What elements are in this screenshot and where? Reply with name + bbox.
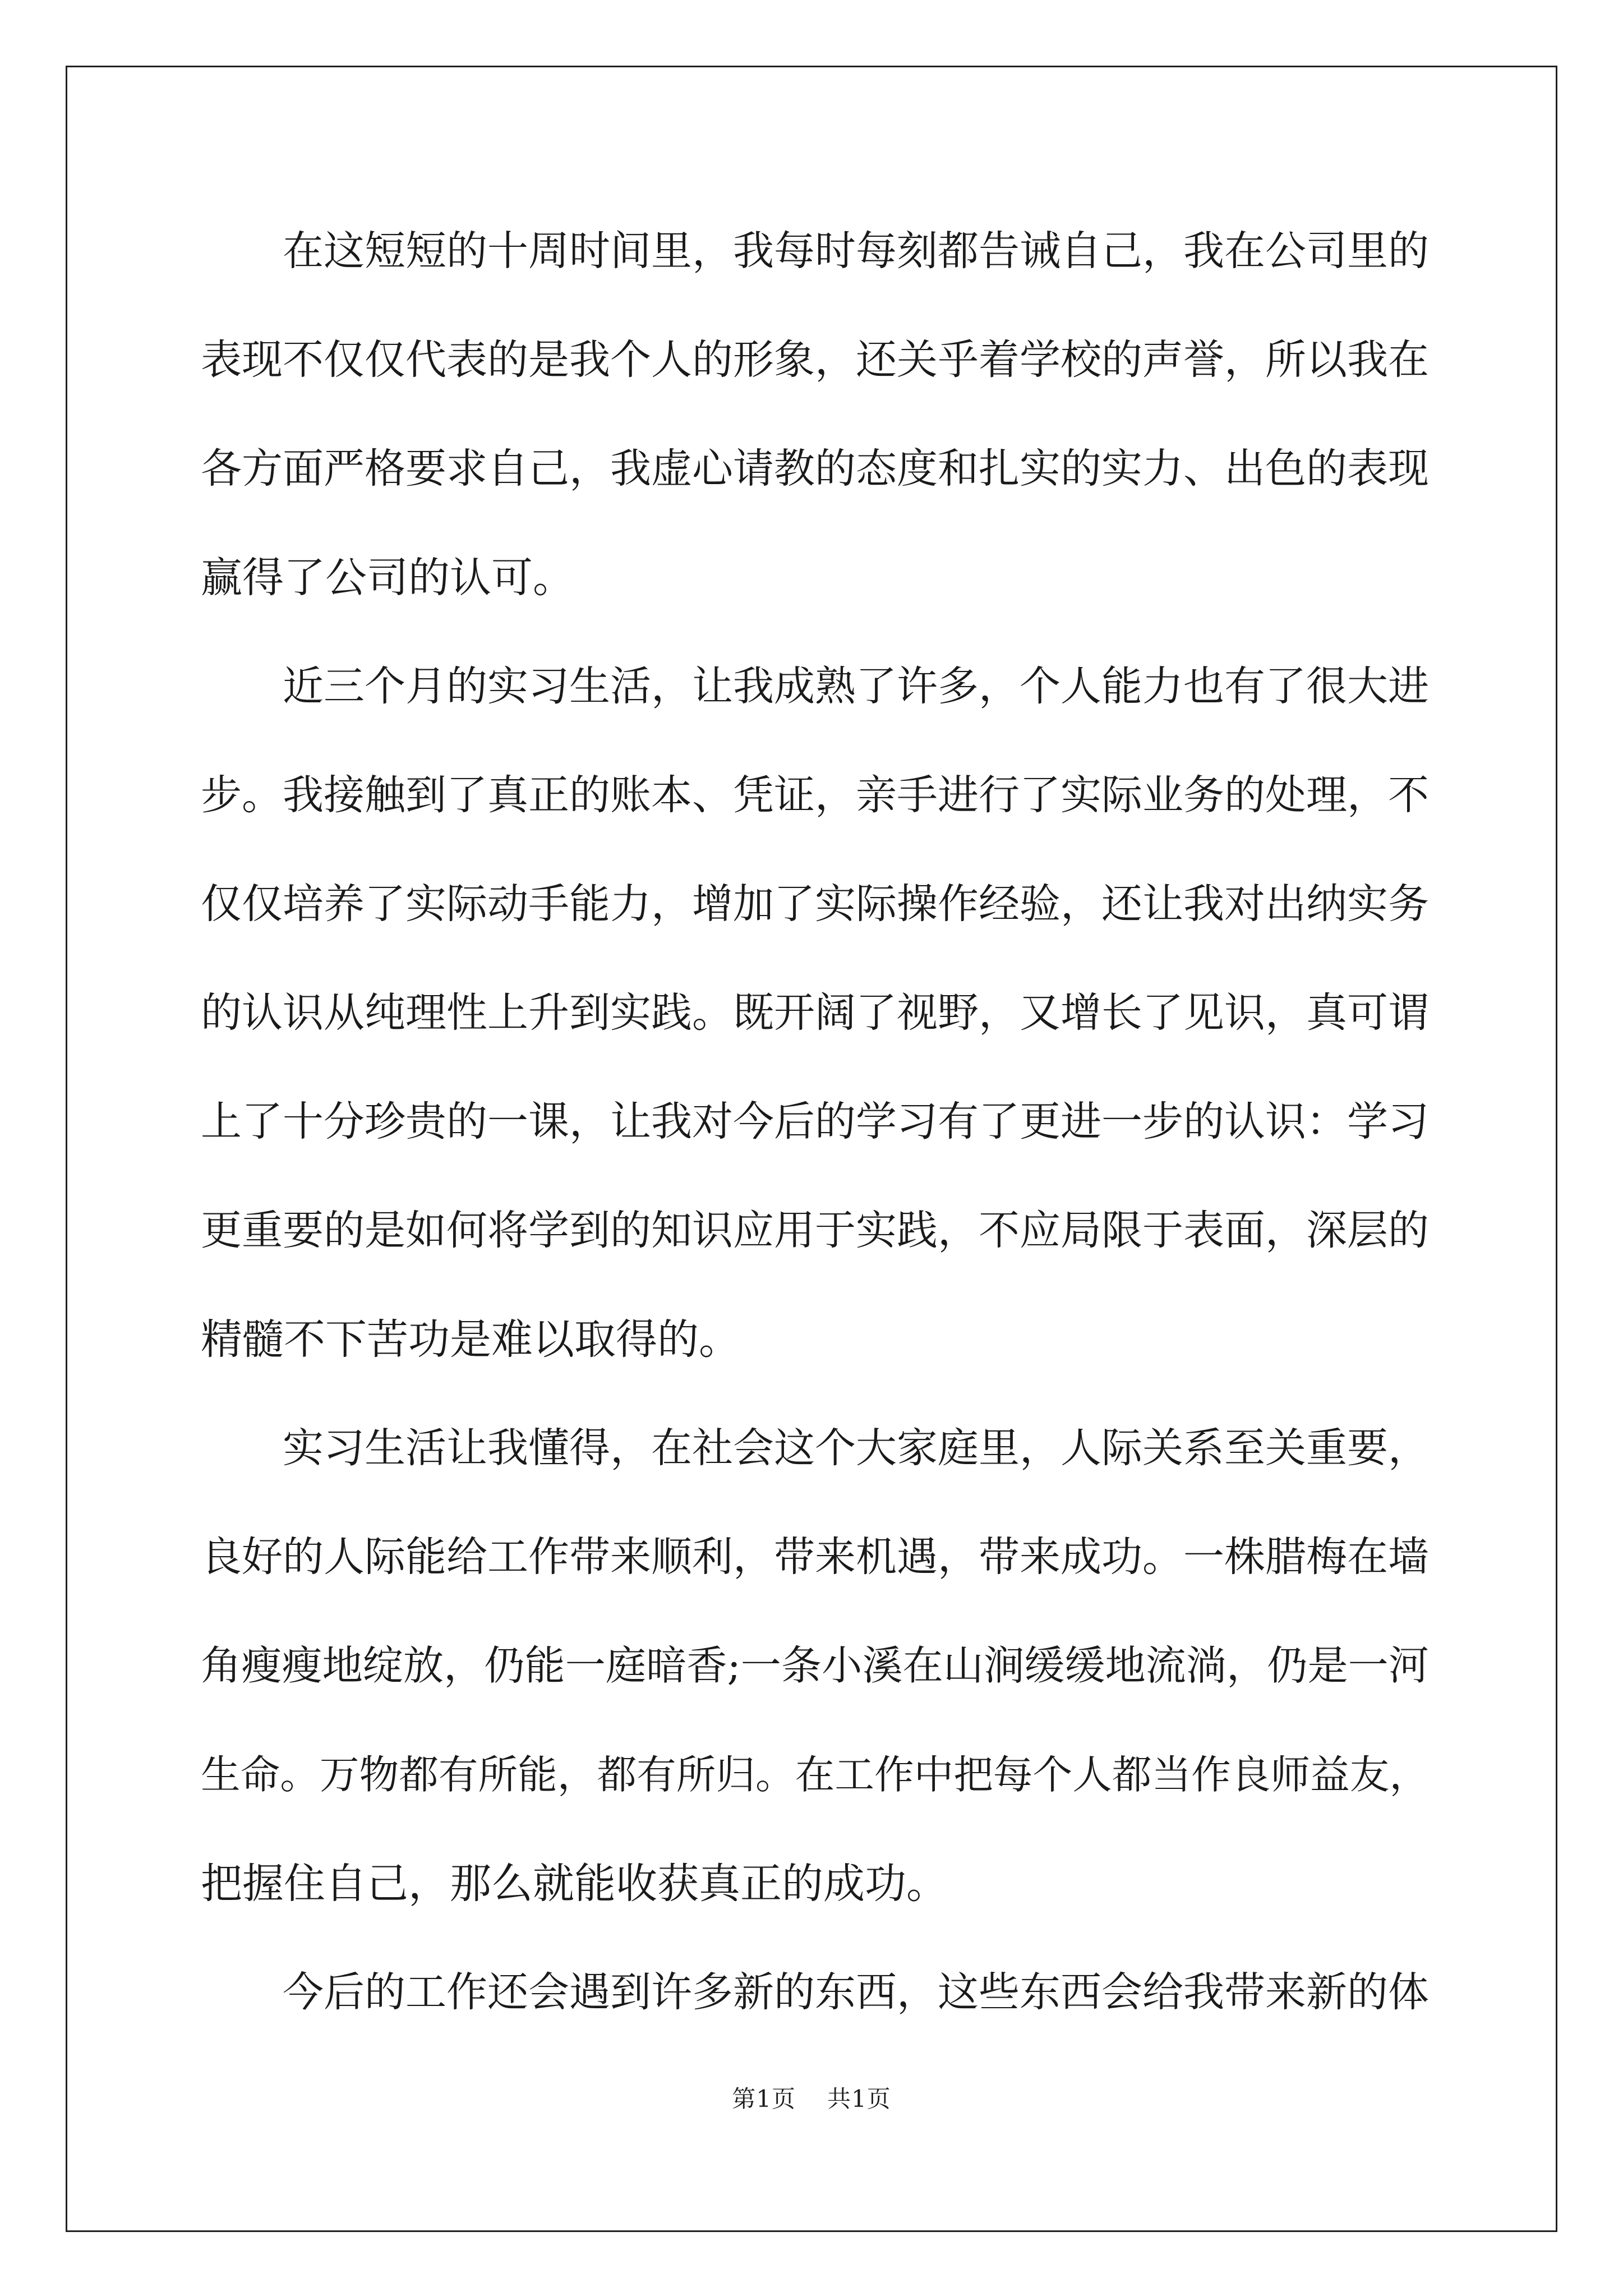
text-line: 生命。万物都有所能，都有所归。在工作中把每个人都当作良师益友， bbox=[201, 1751, 1429, 1798]
text-line: 各方面严格要求自己，我虚心请教的态度和扎实的实力、出色的表现 bbox=[201, 445, 1429, 493]
page-footer bbox=[0, 2083, 1623, 2115]
text-line: 良好的人际能给工作带来顺利，带来机遇，带来成功。一株腊梅在墙 bbox=[201, 1533, 1429, 1581]
text-line: 实习生活让我懂得，在社会这个大家庭里，人际关系至关重要， bbox=[201, 1424, 1429, 1472]
text-line: 近三个月的实习生活，让我成熟了许多，个人能力也有了很大进 bbox=[201, 662, 1429, 710]
text-line: 仅仅培养了实际动手能力，增加了实际操作经验，还让我对出纳实务 bbox=[201, 880, 1429, 928]
text-line: 角瘦瘦地绽放，仍能一庭暗香;一条小溪在山涧缓缓地流淌，仍是一河 bbox=[201, 1642, 1429, 1690]
text-line: 在这短短的十周时间里，我每时每刻都告诫自己，我在公司里的 bbox=[201, 227, 1429, 275]
text-line: 精髓不下苦功是难以取得的。 bbox=[201, 1315, 740, 1364]
text-line: 把握住自己，那么就能收获真正的成功。 bbox=[201, 1860, 948, 1908]
document-body bbox=[201, 218, 1429, 2068]
text-line: 的认识从纯理性上升到实践。既开阔了视野，又增长了见识，真可谓 bbox=[201, 989, 1429, 1037]
text-line: 赢得了公司的认可。 bbox=[201, 554, 574, 602]
page-number: 第1页 bbox=[732, 2085, 796, 2113]
text-line: 步。我接触到了真正的账本、凭证，亲手进行了实际业务的处理，不 bbox=[201, 771, 1429, 819]
page-total: 共1页 bbox=[827, 2085, 891, 2113]
text-line: 表现不仅仅代表的是我个人的形象，还关乎着学校的声誉，所以我在 bbox=[201, 336, 1429, 384]
text-line: 上了十分珍贵的一课，让我对今后的学习有了更进一步的认识：学习 bbox=[201, 1098, 1429, 1145]
text-line: 今后的工作还会遇到许多新的东西，这些东西会给我带来新的体 bbox=[201, 1968, 1429, 2016]
text-line: 更重要的是如何将学到的知识应用于实践，不应局限于表面，深层的 bbox=[201, 1207, 1429, 1254]
